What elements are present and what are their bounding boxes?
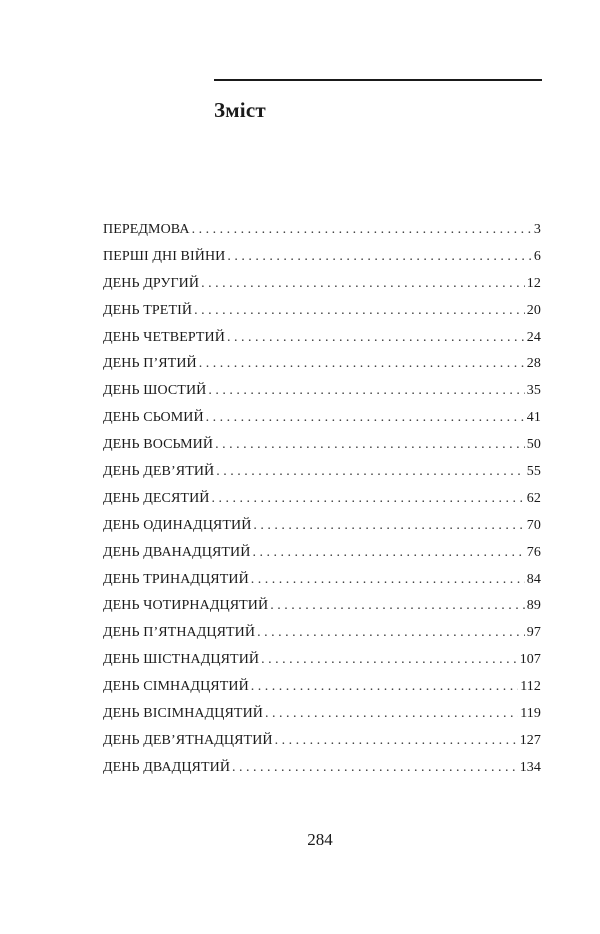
toc-entry (103, 679, 541, 706)
toc-entry-page: 35 (526, 383, 541, 399)
toc-entry-label: ДЕНЬ П’ЯТИЙ (103, 356, 197, 372)
toc-entry-page: 119 (520, 706, 541, 722)
toc-entry-label: ДЕНЬ ДВАДЦЯТИЙ (103, 759, 231, 775)
toc-entry (103, 330, 541, 357)
toc-entry (103, 652, 541, 679)
dot-leader (216, 464, 525, 480)
toc-entry (103, 437, 541, 464)
toc-entry-label: ДЕНЬ ЧОТИРНАДЦЯТИЙ (103, 598, 269, 614)
dot-leader (275, 733, 518, 749)
toc-entry (103, 491, 541, 518)
dot-leader (232, 760, 518, 776)
toc-entry-label: ДЕНЬ ВІСІМНАДЦЯТИЙ (103, 706, 263, 722)
toc-entry (103, 572, 541, 599)
dot-leader (206, 410, 525, 426)
toc-entry-label: ДЕНЬ ТРЕТІЙ (103, 302, 193, 318)
dot-leader (251, 679, 518, 695)
toc-entry-label: ДЕНЬ ШОСТИЙ (103, 383, 207, 399)
toc-entry-label: ПЕРШІ ДНІ ВІЙНИ (103, 248, 226, 264)
toc-entry-label: ДЕНЬ ШІСТНАДЦЯТИЙ (103, 652, 260, 668)
toc-entry (103, 222, 541, 249)
toc-entry-label: ДЕНЬ ВОСЬМИЙ (103, 437, 214, 453)
toc-entry-label: ДЕНЬ ДЕВ’ЯТИЙ (103, 464, 215, 480)
toc-entry-label: ДЕНЬ ОДИНАДЦЯТИЙ (103, 517, 252, 533)
toc-entry-page: 76 (526, 544, 541, 560)
toc-entry (103, 518, 541, 545)
dot-leader (192, 222, 532, 238)
page-number: 284 (307, 830, 333, 849)
dot-leader (257, 625, 525, 641)
toc-entry-label: ДЕНЬ ТРИНАДЦЯТИЙ (103, 571, 249, 587)
dot-leader (194, 303, 525, 319)
dot-leader (270, 598, 525, 614)
toc-entry (103, 410, 541, 437)
toc-entry-label: ПЕРЕДМОВА (103, 222, 190, 237)
toc-entry-page: 112 (520, 679, 541, 695)
toc-entry-label: ДЕНЬ ДЕВ’ЯТНАДЦЯТИЙ (103, 732, 273, 748)
toc-entry-page: 55 (526, 464, 541, 480)
toc-entry (103, 356, 541, 383)
toc-entry-label: ДЕНЬ ЧЕТВЕРТИЙ (103, 329, 225, 345)
toc-entry (103, 760, 541, 787)
toc-entry (103, 276, 541, 303)
toc-entry-page: 6 (533, 248, 541, 264)
page-title: Зміст (214, 98, 266, 122)
toc-entry-page: 62 (526, 490, 541, 506)
toc-entry (103, 598, 541, 625)
toc-entry-page: 127 (519, 732, 541, 748)
dot-leader (252, 545, 524, 561)
toc-entry (103, 464, 541, 491)
dot-leader (227, 330, 525, 346)
toc-entry-page: 84 (526, 571, 541, 587)
dot-leader (253, 518, 524, 534)
dot-leader (201, 276, 525, 292)
toc-entry-label: ДЕНЬ ДРУГИЙ (103, 275, 200, 291)
toc-entry (103, 733, 541, 760)
toc-entry-label: ДЕНЬ П’ЯТНАДЦЯТИЙ (103, 625, 256, 641)
toc-entry-page: 28 (526, 356, 541, 372)
toc-entry-page: 50 (526, 437, 541, 453)
dot-leader (208, 383, 524, 399)
toc-entry-label: ДЕНЬ ДВАНАДЦЯТИЙ (103, 544, 251, 560)
dot-leader (212, 491, 525, 507)
toc-entry-label: ДЕНЬ ДЕСЯТИЙ (103, 490, 210, 506)
toc-entry (103, 249, 541, 276)
toc-entry-page: 70 (526, 517, 541, 533)
dot-leader (261, 652, 518, 668)
toc-entry-label: ДЕНЬ СІМНАДЦЯТИЙ (103, 679, 249, 695)
toc-entry-page: 89 (526, 598, 541, 614)
dot-leader (251, 572, 525, 588)
toc-entry (103, 303, 541, 330)
toc-entry-page: 3 (533, 222, 541, 237)
dot-leader (215, 437, 525, 453)
dot-leader (227, 249, 532, 265)
toc-entry-page: 97 (526, 625, 541, 641)
heading-rule (214, 79, 542, 81)
toc-entry-page: 24 (526, 329, 541, 345)
toc-entry-page: 107 (519, 652, 541, 668)
toc-entry-page: 41 (526, 410, 541, 426)
toc-entry-page: 134 (519, 759, 541, 775)
toc-entry (103, 625, 541, 652)
toc-entry-page: 20 (526, 302, 541, 318)
toc-entry (103, 383, 541, 410)
toc-entry (103, 545, 541, 572)
toc-entry-page: 12 (526, 275, 541, 291)
dot-leader (199, 356, 525, 372)
table-of-contents (103, 222, 541, 787)
toc-entry-label: ДЕНЬ СЬОМИЙ (103, 410, 204, 426)
toc-entry (103, 706, 541, 733)
dot-leader (265, 706, 518, 722)
